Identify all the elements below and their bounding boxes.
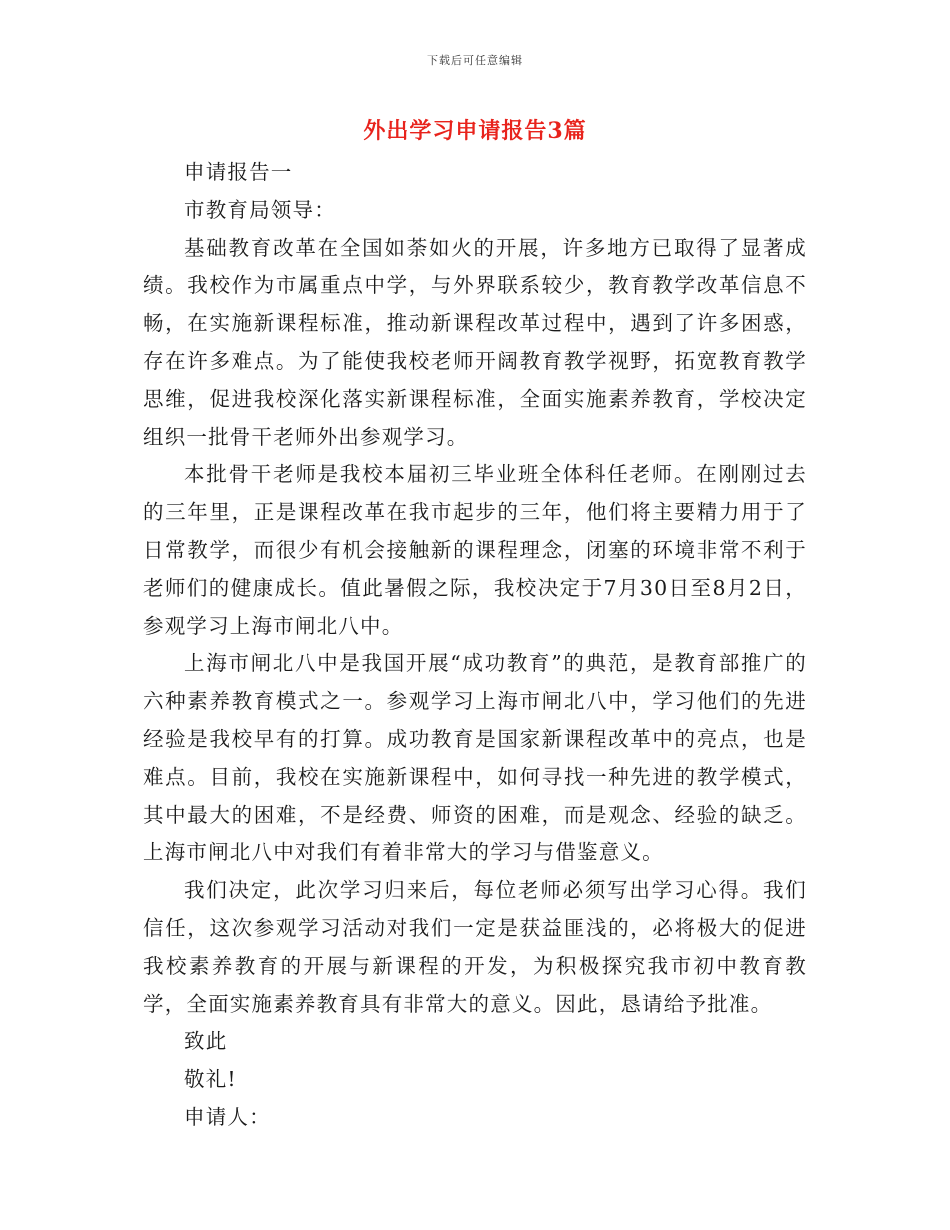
document-title: 外出学习申请报告3篇: [363, 118, 587, 144]
report-heading: 申请报告一: [184, 160, 293, 184]
applicant-label: 申请人：: [184, 1104, 271, 1129]
salutation: 市教育局领导：: [184, 197, 336, 222]
body-paragraph: 本批骨干老师是我校本届初三毕业班全体科任老师。在刚刚过去的三年里，正是课程改革在我市起步的三年，他们将主要精力用于了日常教学，而很少有机会接触新的课程理念，闭塞的环境非常不利于老师们的健康成长。值此暑假之际，我校决定于7月30日至8月2日，参观学习上海市闸北八中。: [143, 462, 807, 638]
closing-line: 致此: [184, 1029, 228, 1054]
document-body: [143, 154, 807, 1137]
body-paragraph: 基础教育改革在全国如荼如火的开展，许多地方已取得了显著成绩。我校作为市属重点中学，与外界联系较少，教育教学改革信息不畅，在实施新课程标准，推动新课程改革过程中，遇到了许多困惑，存在许多难点。为了能使我校老师开阔教育教学视野，拓宽教育教学思维，促进我校深化落实新课程标准，全面实施素养教育，学校决定组织一批骨干老师外出参观学习。: [143, 235, 807, 449]
closing-regards: 敬礼!: [184, 1067, 237, 1092]
body-paragraph: 上海市闸北八中是我国开展“成功教育”的典范，是教育部推广的六种素养教育模式之一。参观学习上海市闸北八中，学习他们的先进经验是我校早有的打算。成功教育是国家新课程改革中的亮点，也是难点。目前，我校在实施新课程中，如何寻找一种先进的教学模式，其中最大的困难，不是经费、师资的困难，而是观念、经验的缺乏。上海市闸北八中对我们有着非常大的学习与借鉴意义。: [143, 651, 807, 865]
body-paragraph: 我们决定，此次学习归来后，每位老师必须写出学习心得。我们信任，这次参观学习活动对我们一定是获益匪浅的，必将极大的促进我校素养教育的开展与新课程的开发，为积极探究我市初中教育教学，全面实施素养教育具有非常大的意义。因此，恳请给予批准。: [143, 878, 807, 1016]
page-header-note: 下载后可任意编辑: [427, 54, 523, 67]
